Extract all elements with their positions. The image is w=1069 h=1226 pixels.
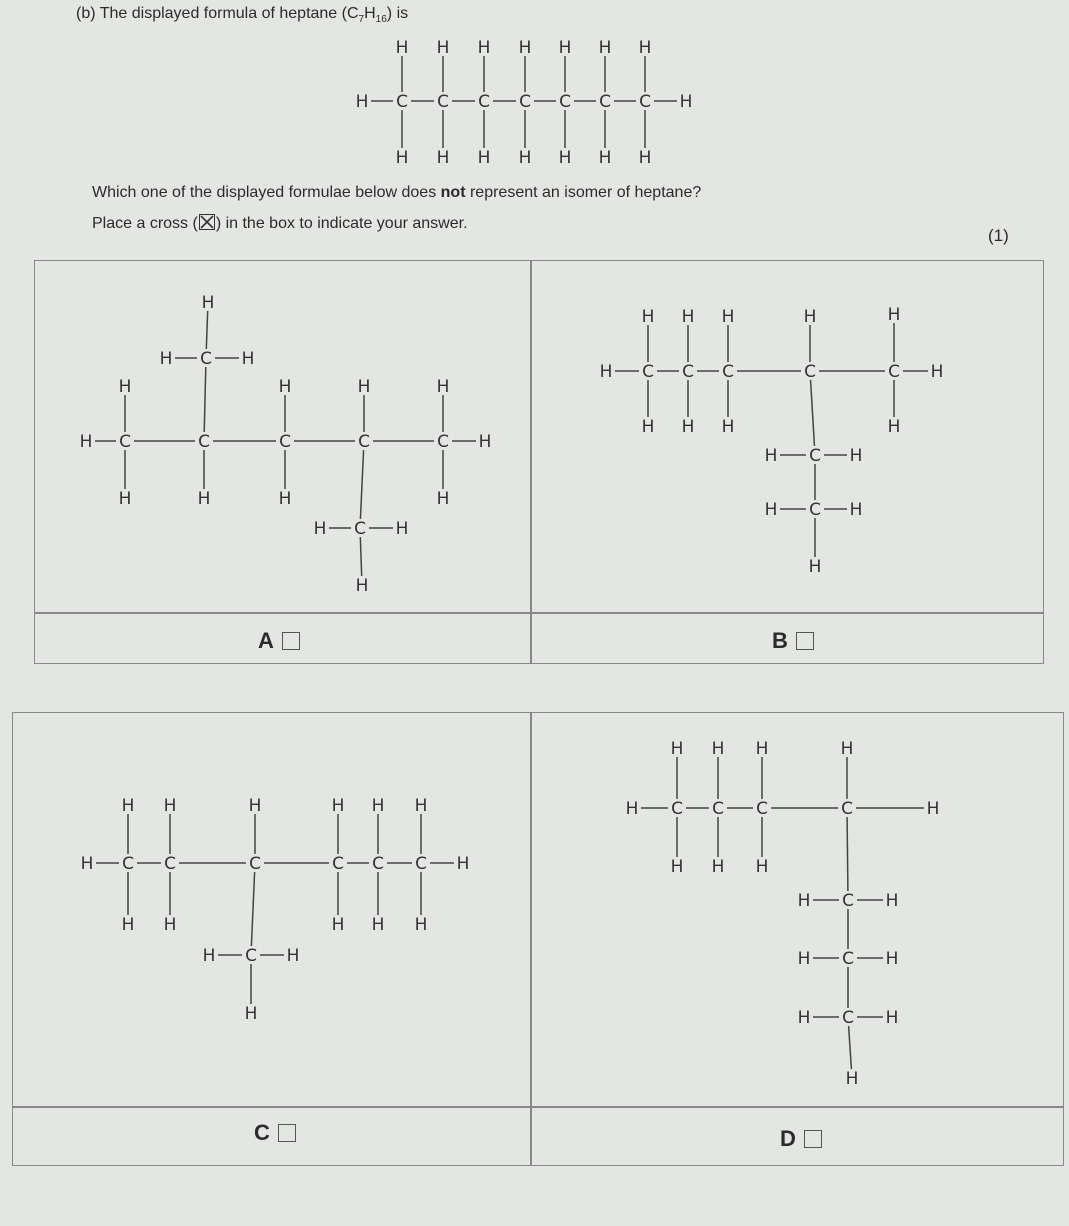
hydrogen-atom: H xyxy=(887,305,901,325)
hydrogen-atom: H xyxy=(244,1004,258,1024)
hydrogen-atom: H xyxy=(755,857,769,877)
carbon-atom: C xyxy=(437,432,449,452)
hydrogen-atom: H xyxy=(518,38,532,58)
carbon-atom: C xyxy=(639,92,651,112)
carbon-atom: C xyxy=(682,362,694,382)
hydrogen-atom: H xyxy=(436,377,450,397)
hydrogen-atom: H xyxy=(371,915,385,935)
hydrogen-atom: H xyxy=(118,377,132,397)
hydrogen-atom: H xyxy=(681,307,695,327)
intro-suffix: is xyxy=(396,5,409,22)
hydrogen-atom: H xyxy=(436,489,450,509)
hydrogen-atom: H xyxy=(414,915,428,935)
hydrogen-atom: H xyxy=(845,1069,859,1089)
hydrogen-atom: H xyxy=(887,417,901,437)
hydrogen-atom: H xyxy=(478,432,492,452)
option-c-checkbox[interactable] xyxy=(278,1124,296,1142)
hydrogen-atom: H xyxy=(803,307,817,327)
carbon-atom: C xyxy=(437,92,449,112)
hydrogen-atom: H xyxy=(518,148,532,168)
hydrogen-atom: H xyxy=(885,1008,899,1028)
hydrogen-atom: H xyxy=(764,500,778,520)
hydrogen-atom: H xyxy=(599,362,613,382)
carbon-atom: C xyxy=(842,1008,854,1028)
option-a xyxy=(258,628,300,654)
formula-h-sub: 16 xyxy=(375,14,387,26)
hydrogen-atom: H xyxy=(797,891,811,911)
hydrogen-atom: H xyxy=(849,500,863,520)
carbon-atom: C xyxy=(119,432,131,452)
hydrogen-atom: H xyxy=(355,92,369,112)
question-line-2-post: ) in the box to indicate your answer. xyxy=(215,215,468,232)
option-d-letter: D xyxy=(780,1126,796,1151)
hydrogen-atom: H xyxy=(755,739,769,759)
carbon-atom: C xyxy=(809,500,821,520)
hydrogen-atom: H xyxy=(625,799,639,819)
carbon-atom: C xyxy=(888,362,900,382)
hydrogen-atom: H xyxy=(681,417,695,437)
carbon-atom: C xyxy=(756,799,768,819)
option-a-checkbox[interactable] xyxy=(282,632,300,650)
hydrogen-atom: H xyxy=(670,857,684,877)
hydrogen-atom: H xyxy=(313,519,327,539)
hydrogen-atom: H xyxy=(558,38,572,58)
carbon-atom: C xyxy=(354,519,366,539)
carbon-atom: C xyxy=(559,92,571,112)
question-header: (b) The displayed formula of heptane $(C_7H_{16})$ is xyxy=(76,5,409,26)
carbon-atom: C xyxy=(599,92,611,112)
carbon-atom: C xyxy=(200,349,212,369)
hydrogen-atom: H xyxy=(885,891,899,911)
hydrogen-atom: H xyxy=(477,148,491,168)
hydrogen-atom: H xyxy=(638,148,652,168)
hydrogen-atom: H xyxy=(80,854,94,874)
hydrogen-atom: H xyxy=(840,739,854,759)
carbon-atom: C xyxy=(415,854,427,874)
hydrogen-atom: H xyxy=(477,38,491,58)
carbon-atom: C xyxy=(841,799,853,819)
hydrogen-atom: H xyxy=(241,349,255,369)
hydrogen-atom: H xyxy=(456,854,470,874)
hydrogen-atom: H xyxy=(197,489,211,509)
hydrogen-atom: H xyxy=(764,446,778,466)
hydrogen-atom: H xyxy=(436,38,450,58)
question-line-2-pre: Place a cross ( xyxy=(92,215,198,232)
hydrogen-atom: H xyxy=(711,739,725,759)
option-a-letter: A xyxy=(258,628,274,653)
hydrogen-atom: H xyxy=(201,293,215,313)
hydrogen-atom: H xyxy=(598,38,612,58)
carbon-atom: C xyxy=(842,949,854,969)
hydrogen-atom: H xyxy=(711,857,725,877)
carbon-atom: C xyxy=(198,432,210,452)
intro-text: The displayed formula of heptane xyxy=(99,5,338,22)
carbon-atom: C xyxy=(332,854,344,874)
hydrogen-atom: H xyxy=(355,576,369,596)
hydrogen-atom: H xyxy=(357,377,371,397)
hydrogen-atom: H xyxy=(395,38,409,58)
carbon-atom: C xyxy=(122,854,134,874)
carbon-atom: C xyxy=(249,854,261,874)
part-label: (b) xyxy=(76,5,96,22)
hydrogen-atom: H xyxy=(641,417,655,437)
formula-h: H xyxy=(364,5,376,22)
option-b xyxy=(772,628,814,654)
hydrogen-atom: H xyxy=(679,92,693,112)
hydrogen-atom: H xyxy=(395,148,409,168)
option-c xyxy=(254,1120,296,1146)
formula-c-sub: 7 xyxy=(358,14,365,26)
hydrogen-atom: H xyxy=(797,949,811,969)
carbon-atom: C xyxy=(642,362,654,382)
hydrogen-atom: H xyxy=(558,148,572,168)
hydrogen-atom: H xyxy=(641,307,655,327)
hydrogen-atom: H xyxy=(248,796,262,816)
carbon-atom: C xyxy=(279,432,291,452)
hydrogen-atom: H xyxy=(163,915,177,935)
hydrogen-atom: H xyxy=(159,349,173,369)
hydrogen-atom: H xyxy=(885,949,899,969)
hydrogen-atom: H xyxy=(121,796,135,816)
hydrogen-atom: H xyxy=(797,1008,811,1028)
hydrogen-atom: H xyxy=(670,739,684,759)
hydrogen-atom: H xyxy=(395,519,409,539)
option-b-letter: B xyxy=(772,628,788,653)
bond-line xyxy=(849,1026,852,1069)
hydrogen-atom: H xyxy=(331,796,345,816)
option-d xyxy=(780,1126,822,1152)
carbon-atom: C xyxy=(804,362,816,382)
carbon-atom: C xyxy=(671,799,683,819)
carbon-atom: C xyxy=(358,432,370,452)
hydrogen-atom: H xyxy=(118,489,132,509)
hydrogen-atom: H xyxy=(79,432,93,452)
carbon-atom: C xyxy=(164,854,176,874)
carbon-atom: C xyxy=(712,799,724,819)
hydrogen-atom: H xyxy=(598,148,612,168)
option-c-letter: C xyxy=(254,1120,270,1145)
hydrogen-atom: H xyxy=(202,946,216,966)
hydrogen-atom: H xyxy=(286,946,300,966)
hydrogen-atom: H xyxy=(436,148,450,168)
option-b-checkbox[interactable] xyxy=(796,632,814,650)
carbon-atom: C xyxy=(842,891,854,911)
carbon-atom: C xyxy=(396,92,408,112)
hydrogen-atom: H xyxy=(278,377,292,397)
hydrogen-atom: H xyxy=(638,38,652,58)
formula-c: C xyxy=(346,5,359,22)
hydrogen-atom: H xyxy=(926,799,940,819)
hydrogen-atom: H xyxy=(808,557,822,577)
carbon-atom: C xyxy=(519,92,531,112)
bond-line xyxy=(847,817,848,891)
hydrogen-atom: H xyxy=(414,796,428,816)
hydrogen-atom: H xyxy=(721,417,735,437)
carbon-atom: C xyxy=(372,854,384,874)
hydrogen-atom: H xyxy=(721,307,735,327)
hydrogen-atom: H xyxy=(163,796,177,816)
carbon-atom: C xyxy=(245,946,257,966)
question-line-1-post: represent an isomer of heptane? xyxy=(465,184,702,201)
hydrogen-atom: H xyxy=(930,362,944,382)
marks-indicator: (1) xyxy=(988,226,1009,245)
question-line-1-pre: Which one of the displayed formulae below does xyxy=(92,184,441,201)
carbon-atom: C xyxy=(809,446,821,466)
question-not-word: not xyxy=(440,184,466,201)
hydrogen-atom: H xyxy=(121,915,135,935)
carbon-atom: C xyxy=(722,362,734,382)
option-d-checkbox[interactable] xyxy=(804,1130,822,1148)
hydrogen-atom: H xyxy=(849,446,863,466)
hydrogen-atom: H xyxy=(331,915,345,935)
hydrogen-atom: H xyxy=(278,489,292,509)
carbon-atom: C xyxy=(478,92,490,112)
hydrogen-atom: H xyxy=(371,796,385,816)
